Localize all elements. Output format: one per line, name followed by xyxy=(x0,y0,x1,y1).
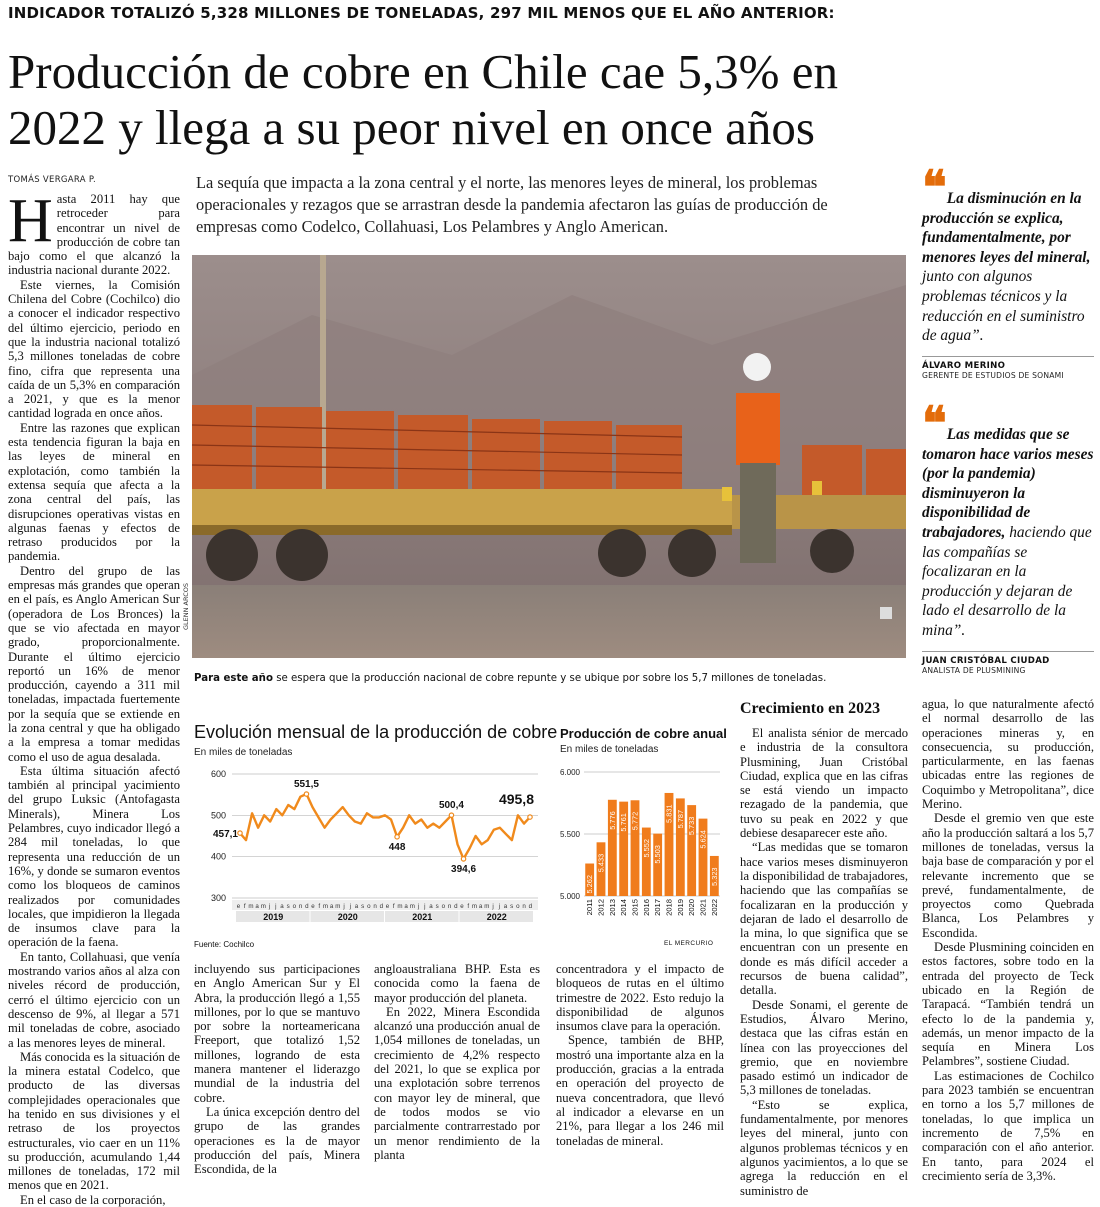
quote-mark-icon: ❝ xyxy=(922,396,947,450)
month-label: n xyxy=(447,903,452,910)
chart-monthly-title: Evolución mensual de la producción de cobre xyxy=(194,722,558,742)
month-label: d xyxy=(454,903,458,910)
chart-annual-subtitle: En miles de toneladas xyxy=(560,744,659,755)
chart-monthly-line xyxy=(192,760,546,940)
month-label: m xyxy=(335,903,341,910)
month-label: f xyxy=(467,903,470,910)
paragraph: concentradora y el impacto de bloqueos de rutas en el último trimestre de 2022. Esto redujo la disponibilidad de algunos insumos clave para la operación. xyxy=(556,962,724,1034)
bar-value-label: 5.772 xyxy=(630,811,640,831)
chart-source: Fuente: Cochilco xyxy=(194,940,255,949)
kicker: INDICADOR TOTALIZÓ 5,328 MILLONES DE TONELADAS, 297 MIL MENOS QUE EL AÑO ANTERIOR: xyxy=(8,4,835,22)
month-label: j xyxy=(275,903,277,910)
data-point xyxy=(528,815,532,819)
paragraph: En el caso de la corporación, xyxy=(20,1192,166,1207)
month-label: d xyxy=(379,903,384,910)
data-point xyxy=(238,831,242,835)
lead-paragraph: La sequía que impacta a la zona central y el norte, las menores leyes de mineral, los problemas operacionales y rezagos que se arrastran desde la pandemia afectaron las guías de producción de empresas como Codelco, Collahuasi, Los Pelambres y Anglo American. xyxy=(196,173,828,236)
month-label: a xyxy=(404,903,408,910)
data-point xyxy=(449,813,453,817)
data-label: 495,8 xyxy=(498,791,534,808)
month-label: j xyxy=(268,903,271,910)
paragraph: Esta última situación afectó también al principal yacimiento del grupo Luksic (Antofagasta Minerals), Minera Los Pelambres, cuyo indicador llegó a 284 mil toneladas, lo que representa una reducción de un 16%, y donde se sumaron eventos como los bloqueos de caminos realizados por comunidades locales, que impidieron la llegada de insumos clave para la operación de la faena. xyxy=(8,763,180,950)
x-tick-label: 2016 xyxy=(641,899,651,916)
month-label: m xyxy=(471,903,477,910)
caption-lead: Para este año xyxy=(194,673,273,684)
data-label: 500,4 xyxy=(438,800,464,812)
x-tick-label: 2015 xyxy=(630,899,640,916)
year-label: 2022 xyxy=(486,912,507,922)
article-column-4 xyxy=(556,962,724,1148)
month-label: s xyxy=(286,903,290,910)
quote-text xyxy=(922,396,1094,641)
bar-value-label: 5.733 xyxy=(687,816,697,836)
month-label: f xyxy=(392,903,395,910)
paragraph: En tanto, Collahuasi, que venía mostrando varios años al alza con niveles récord de producción, cerró el último ejercicio con un descenso de 9%, al llegar a 571 mil toneladas de cobre, asociado a las menores leyes de mineral. xyxy=(8,949,180,1050)
paragraph: La única excepción dentro del grupo de las grandes operaciones es la de mayor producción del país, Minera Escondida, de la xyxy=(194,1104,360,1177)
month-label: j xyxy=(349,903,351,910)
quote-author-role: GERENTE DE ESTUDIOS DE SONAMI xyxy=(922,370,1064,380)
quote-author: ÁLVARO MERINO xyxy=(922,360,1006,371)
month-label: j xyxy=(424,903,426,910)
chart-monthly-subtitle: En miles de toneladas xyxy=(194,747,293,758)
series-line xyxy=(240,794,530,859)
month-label: s xyxy=(510,903,514,910)
paragraph: “Las medidas que se tomaron hace varios meses disminuyeron la disponibilidad de trabajadores, haciendo que las compañías se focalizaran en la producción y dejaran de lado el desarrollo de la mina, lo que significa que se encuentran con un presente en donde es más difícil acceder a recursos de buena calidad”, detalla. xyxy=(740,840,908,998)
month-label: f xyxy=(243,903,246,910)
month-label: e xyxy=(236,903,241,910)
y-tick-label: 400 xyxy=(210,851,226,862)
publisher-mark: EL MERCURIO xyxy=(664,940,714,947)
data-label: 394,6 xyxy=(451,863,477,875)
month-label: a xyxy=(429,903,433,910)
month-label: n xyxy=(522,903,526,910)
month-label: j xyxy=(343,903,345,910)
paragraph: “Esto se explica, fundamentalmente, por menores leyes del mineral, junto con algunos problemas técnicos y en algunos yacimientos, a lo que se agrega la reducción en el suministro de xyxy=(740,1097,908,1198)
x-tick-label: 2018 xyxy=(664,899,674,916)
paragraph: Más conocida es la situación de la minera estatal Codelco, que producto de las diversas complejidades operacionales que ha tenido en sus divisiones y el retraso de los proyectos estructurales, vio caer en un 11% su producción, acumulando 1,44 millones de toneladas, 172 mil menos que en 2021. xyxy=(8,1049,180,1193)
paragraph: agua, lo que naturalmente afectó el normal desarrollo de las operaciones mineras y, en consecuencia, su producción, particularmente, en las faenas ubicadas entre las regiones de Coquimbo y Metropolitana”, dice Merino. xyxy=(922,697,1094,812)
month-label: e xyxy=(385,903,390,910)
bar-value-label: 5.624 xyxy=(698,830,708,849)
paragraph: asta 2011 hay que retroceder para encontrar un nivel de producción de cobre tan bajo como el que alcanzó la industria nacional durante 2022. xyxy=(8,192,180,278)
month-label: m xyxy=(397,903,403,910)
month-label: o xyxy=(292,903,297,910)
month-label: a xyxy=(354,903,359,910)
x-tick-label: 2013 xyxy=(607,899,617,916)
paragraph: En 2022, Minera Escondida alcanzó una producción anual de 1,054 millones de toneladas, un crecimiento de 4,2% respecto del 2021, lo que se explica por una explotación sobre terrenos con mayor ley de mineral, que de todos modos se vio parcialmente contrarrestado por un menor rendimiento de la planta xyxy=(374,1004,540,1162)
month-label: d xyxy=(528,903,533,910)
bar-value-label: 5.262 xyxy=(585,875,595,894)
bar-value-label: 5.787 xyxy=(675,809,685,829)
month-label: s xyxy=(361,903,365,910)
quote-author: JUAN CRISTÓBAL CIUDAD xyxy=(922,655,1050,666)
year-label: 2019 xyxy=(263,912,284,922)
paragraph: El analista sénior de mercado e industria de la consultora Plusmining, Juan Cristóbal Ciudad, explica que en las cifras se está viendo un impacto rezagado de la pandemia, que tuvo su peak en 2022 y que debiese desaparecer este año. xyxy=(740,726,908,841)
x-tick-label: 2019 xyxy=(675,899,685,916)
paragraph: Este viernes, la Comisión Chilena del Cobre (Cochilco) dio a conocer el indicador respectivo del último ejercicio, periodo en que la industria nacional totalizó 5,3 millones toneladas de cobre fino, cifra que representa una caída de un 5,3% en comparación a 2021, y que es la menor cantidad lograda en once años. xyxy=(8,277,180,421)
month-label: d xyxy=(305,903,309,910)
quote-mark-icon: ❝ xyxy=(922,160,947,214)
divider xyxy=(922,356,1094,357)
month-label: m xyxy=(484,903,490,910)
bar-value-label: 5.503 xyxy=(653,845,663,864)
y-tick-label: 600 xyxy=(210,769,226,779)
x-tick-label: 2020 xyxy=(687,899,697,916)
data-point xyxy=(461,857,465,861)
month-label: a xyxy=(329,903,334,910)
paragraph: Desde el gremio ven que este año la producción saltará a los 5,7 millones de toneladas, versus la baja base de comparación y por el relevante incremento que se prevé, fundamentalmente, de proyectos como Quebrada Blanca, Los Pelambres y Escondida. xyxy=(922,811,1094,940)
quote-text xyxy=(922,160,1094,346)
month-label: j xyxy=(498,903,500,910)
paragraph: incluyendo sus participaciones en Anglo American Sur y El Abra, la producción llegó a 1,55 millones, por lo que se mantuvo por sobre la norteamericana Freeport, que totalizó 1,52 millones, logrando de esta manera mantener el liderazgo mundial de la industria del cobre. xyxy=(194,962,360,1105)
paragraph: Desde Sonami, el gerente de Estudios, Álvaro Merino, destaca que las cifras están en línea con las proyecciones del gremio, que en noviembre pasado estimó un indicador de 5,3 millones de toneladas. xyxy=(740,997,908,1098)
y-tick-label: 300 xyxy=(210,893,226,903)
x-tick-label: 2017 xyxy=(653,899,663,916)
year-label: 2020 xyxy=(337,912,358,922)
month-label: m xyxy=(322,903,328,910)
article-column-5 xyxy=(740,726,908,1198)
paragraph: Dentro del grupo de las empresas más grandes que operan en el país, es Anglo American Sur (operadora de Los Bronces) la que se vio afectada en mayor grado, proporcionalmente. Durante el último ejercicio reportó un 16% de menor producción, cayendo a 311 mil toneladas, impactada fuertemente por la sequía que se extiende en la zona central y que ha obligado a la empresa a tomar medidas como el uso de agua desalada. xyxy=(8,563,180,764)
bar-value-label: 5.831 xyxy=(664,804,674,823)
month-label: e xyxy=(460,903,464,910)
bar-value-label: 5.323 xyxy=(709,867,719,886)
bar xyxy=(653,834,662,896)
month-label: a xyxy=(478,903,483,910)
x-tick-label: 2012 xyxy=(596,899,606,916)
month-label: j xyxy=(492,903,494,910)
month-label: o xyxy=(367,903,371,910)
quote-author-role: ANALISTA DE PLUSMINING xyxy=(922,665,1026,675)
section-subhead: Crecimiento en 2023 xyxy=(740,700,881,717)
article-column-1 xyxy=(8,187,180,1207)
month-label: n xyxy=(298,903,303,910)
month-label: a xyxy=(280,903,284,910)
data-point xyxy=(395,835,399,839)
month-label: m xyxy=(248,903,254,910)
byline: TOMÁS VERGARA P. xyxy=(8,175,97,185)
month-label: o xyxy=(441,903,446,910)
x-tick-label: 2021 xyxy=(698,899,708,916)
bar-value-label: 5.761 xyxy=(619,813,629,832)
quote-emphasis: Las medidas que se tomaron hace varios meses (por la pandemia) disminuyeron la disponibilidad de trabajadores, xyxy=(922,426,1094,541)
paragraph: Entre las razones que explican esta tendencia figuran la baja en las leyes de mineral en explotación, como también la extensa sequía que afecta a la zona central del país, las disrupciones operativas vistas en algunas faenas y efectos de retraso producidos por la pandemia. xyxy=(8,420,180,564)
y-tick-label: 5.500 xyxy=(559,830,580,839)
article-column-3 xyxy=(374,962,540,1162)
bar-value-label: 5.433 xyxy=(596,853,606,873)
paragraph: Spence, también de BHP, mostró una importante alza en la producción, gracias a la entrada en operación del proyecto de nueva concentradora, que llevó al indicador a elevarse en un 21%, para llegar a los 246 mil toneladas de mineral. xyxy=(556,1033,724,1148)
headline xyxy=(8,44,1092,156)
paragraph: Las estimaciones de Cochilco para 2023 también se encuentran en torno a los 5,7 millones de toneladas, lo que implica un incremento de 7,5% en comparación con el año anterior. En tanto, para 2024 el crecimiento sería de 3,3%. xyxy=(922,1068,1094,1183)
quote-rest: haciendo que las compañías se focalizaran en la producción y dejaran de lado el desarrollo de la mina”. xyxy=(922,523,1092,639)
photo-illustration xyxy=(192,255,906,658)
bar-value-label: 5.776 xyxy=(607,811,617,830)
bar xyxy=(642,828,651,896)
x-tick-label: 2014 xyxy=(619,899,629,916)
quote-block-2 xyxy=(922,396,1094,675)
bar-value-label: 5.552 xyxy=(641,839,651,858)
month-label: a xyxy=(255,903,259,910)
paragraph: Desde Plusmining coinciden en estos factores, sobre todo en la entrada del proyecto de Teck ubicado en la Región de Tarapacá. “También tendrá un efecto lo de la pandemia y, además, un menor impacto de la sequía en Minera Los Pelambres”, sostiene Ciudad. xyxy=(922,940,1094,1069)
dropcap: H xyxy=(8,187,53,255)
article-column-2 xyxy=(194,962,360,1176)
quote-rest: junto con algunos problemas técnicos y la reducción en el suministro de agua”. xyxy=(922,268,1085,345)
caption-text: se espera que la producción nacional de cobre repunte y se ubique por sobre los 5,7 millones de toneladas. xyxy=(272,673,827,684)
headline-line-2: 2022 y llega a su peor nivel en once años xyxy=(8,100,815,155)
data-label: 551,5 xyxy=(293,779,319,791)
x-tick-label: 2011 xyxy=(585,899,595,916)
month-label: j xyxy=(417,903,420,910)
month-label: a xyxy=(503,903,508,910)
chart-annual-bars xyxy=(556,760,724,940)
y-tick-label: 500 xyxy=(210,810,226,821)
y-tick-label: 5.000 xyxy=(559,892,580,901)
divider xyxy=(922,651,1094,652)
year-label: 2021 xyxy=(412,912,433,922)
data-label: 457,1 xyxy=(212,829,238,841)
y-tick-label: 6.000 xyxy=(559,768,580,777)
quote-block-1 xyxy=(922,160,1094,380)
month-label: s xyxy=(435,903,439,910)
photo-credit: GLENN ARCOS xyxy=(182,583,190,630)
month-label: n xyxy=(373,903,377,910)
chart-annual-title: Producción de cobre anual xyxy=(560,726,727,741)
month-label: m xyxy=(260,903,266,910)
photo-copper-cathodes xyxy=(192,255,906,658)
article-column-6 xyxy=(922,697,1094,1183)
month-label: e xyxy=(311,903,315,910)
photo-caption xyxy=(194,673,906,684)
month-label: f xyxy=(318,903,321,910)
paragraph: angloaustraliana BHP. Esta es conocida como la faena de mayor producción del planeta. xyxy=(374,962,540,1005)
data-label: 448 xyxy=(388,841,406,853)
data-point xyxy=(304,792,308,796)
month-label: o xyxy=(516,903,520,910)
headline-line-1: Producción de cobre en Chile cae 5,3% en xyxy=(8,44,838,99)
quote-emphasis: La disminución en la producción se explica, fundamentalmente, por menores leyes del mineral, xyxy=(922,190,1091,266)
month-label: m xyxy=(409,903,415,910)
x-tick-label: 2022 xyxy=(709,899,719,916)
